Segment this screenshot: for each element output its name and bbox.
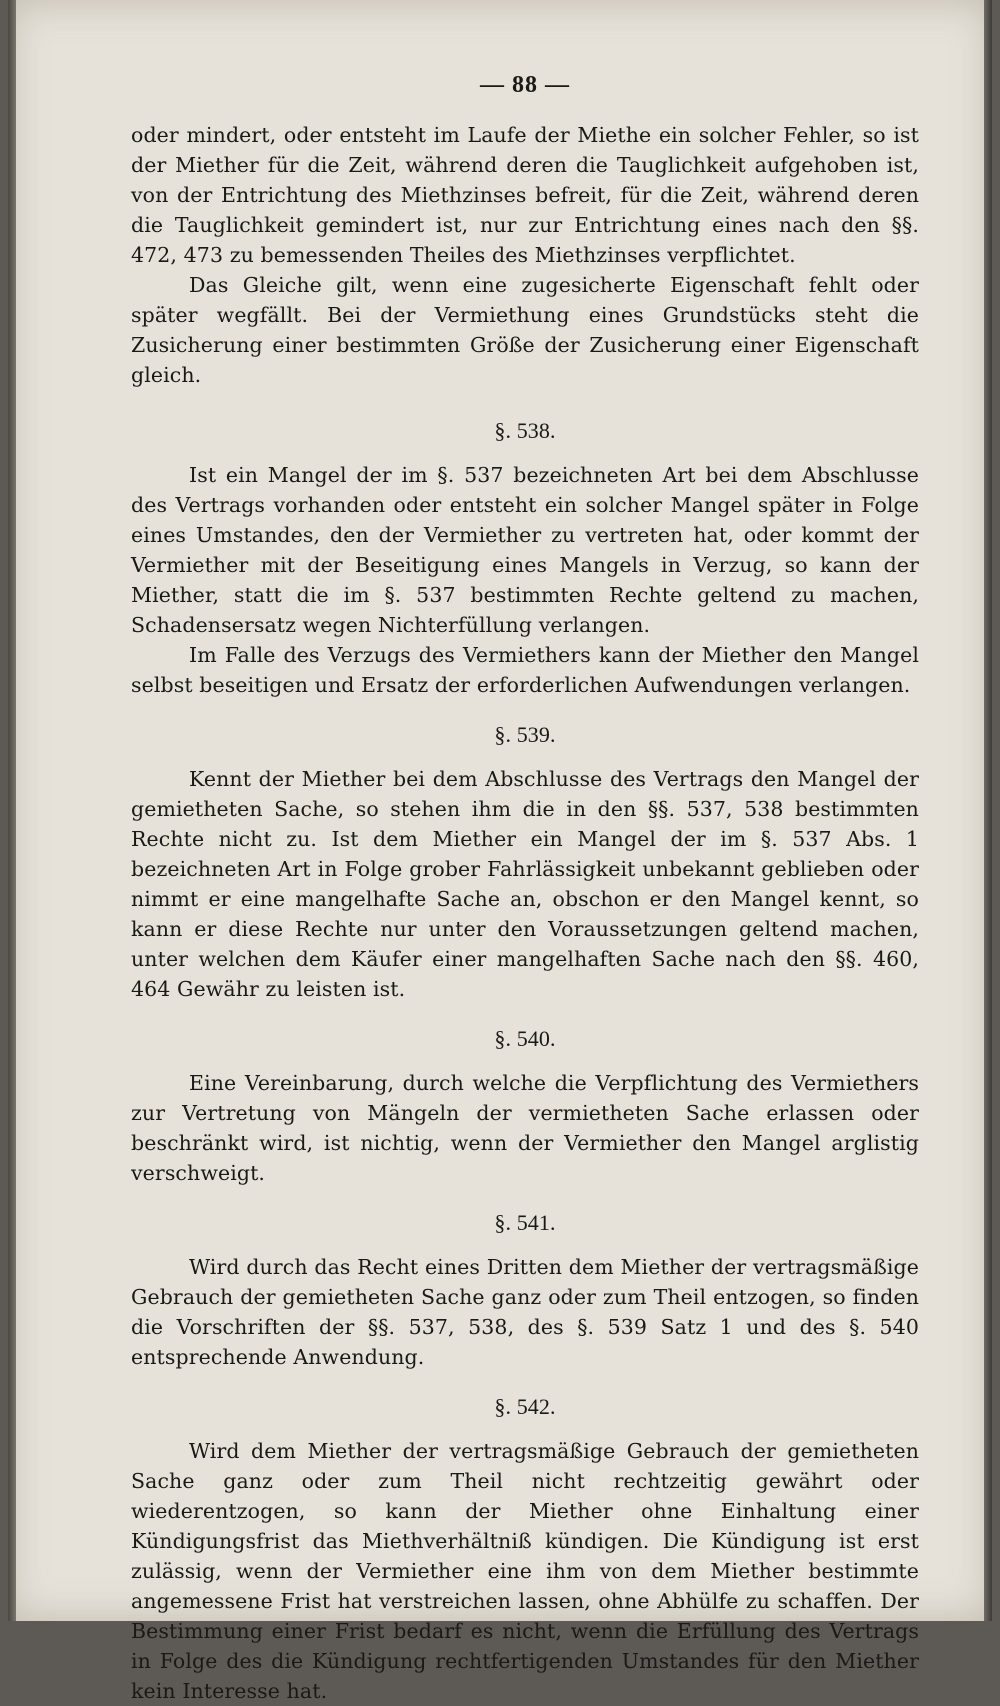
book-page xyxy=(8,0,992,1703)
page-edge-left xyxy=(8,0,16,1621)
paragraph: Kennt der Miether bei dem Abschlusse des Vertrags den Mangel der gemietheten Sache, so stehen ihm die in den §§. 537, 538 bestimmten Rechte nicht zu. Ist dem Miether ein Mangel der im §. 537 Abs. 1 bezeichneten Art in Folge grober Fahrlässigkeit unbekannt geblieben oder nimmt er eine mangelhafte Sache an, obschon er den Mangel kennt, so kann er diese Rechte nur unter den Voraussetzungen geltend machen, unter welchen dem Käufer einer mangelhaften Sache nach den §§. 460, 464 Gewähr zu leisten ist. xyxy=(131,767,919,1001)
paragraph: Ist ein Mangel der im §. 537 bezeichneten Art bei dem Abschlusse des Vertrags vorhanden oder entsteht ein solcher Mangel später in Folge eines Umstandes, den der Vermiether zu vertreten hat, oder kommt der Vermiether mit der Beseitigung eines Mangels in Verzug, so kann der Miether, statt die im §. 537 bestimmten Rechte geltend zu machen, Schadensersatz wegen Nichterfüllung verlangen. xyxy=(131,463,919,637)
section-heading-541: §. 541. xyxy=(494,1210,556,1235)
paragraph: Eine Vereinbarung, durch welche die Verpflichtung des Vermiethers zur Vertretung von Mängeln der vermietheten Sache erlassen oder beschränkt wird, ist nichtig, wenn der Vermiether den Mangel arglistig verschweigt. xyxy=(131,1071,919,1185)
section-heading-539: §. 539. xyxy=(494,722,556,747)
page-text-block xyxy=(131,70,919,1706)
section-heading-542: §. 542. xyxy=(494,1394,556,1419)
section-heading-540: §. 540. xyxy=(494,1026,556,1051)
paragraph: Wird durch das Recht eines Dritten dem Miether der vertragsmäßige Gebrauch der gemietheten Sache ganz oder zum Theil entzogen, so finden die Vorschriften der §§. 537, 538, des §. 539 Satz 1 und des §. 540 entsprechende Anwendung. xyxy=(131,1255,919,1369)
page-number: — 88 — xyxy=(480,72,570,98)
page-edge-right xyxy=(984,0,992,1621)
paragraph: Das Gleiche gilt, wenn eine zugesicherte Eigenschaft fehlt oder später wegfällt. Bei der Vermiethung eines Grundstücks steht die Zusicherung einer bestimmten Größe der Zusicherung einer Eigenschaft gleich. xyxy=(131,273,919,387)
section-heading-538: §. 538. xyxy=(494,418,556,443)
paragraph-continued: oder mindert, oder entsteht im Laufe der Miethe ein solcher Fehler, so ist der Miether für die Zeit, während deren die Tauglichkeit aufgehoben ist, von der Entrichtung des Miethzinses befreit, für die Zeit, während deren die Tauglichkeit gemindert ist, nur zur Entrichtung eines nach den §§. 472, 473 zu bemessenden Theiles des Miethzinses verpflichtet. xyxy=(131,123,919,267)
paragraph: Wird dem Miether der vertragsmäßige Gebrauch der gemietheten Sache ganz oder zum Theil nicht rechtzeitig gewährt oder wiederentzogen, so kann der Miether ohne Einhaltung einer Kündigungsfrist das Miethverhältniß kündigen. Die Kündigung ist erst zulässig, wenn der Vermiether eine ihm von dem Miether bestimmte angemessene Frist hat verstreichen lassen, ohne Abhülfe zu schaffen. Der Bestimmung einer Frist bedarf es nicht, wenn die Erfüllung des Vertrags in Folge des die Kündigung rechtfertigenden Umstandes für den Miether kein Interesse hat. xyxy=(131,1439,919,1703)
paragraph: Im Falle des Verzugs des Vermiethers kann der Miether den Mangel selbst beseitigen und Ersatz der erforderlichen Aufwendungen verlangen. xyxy=(131,643,919,697)
